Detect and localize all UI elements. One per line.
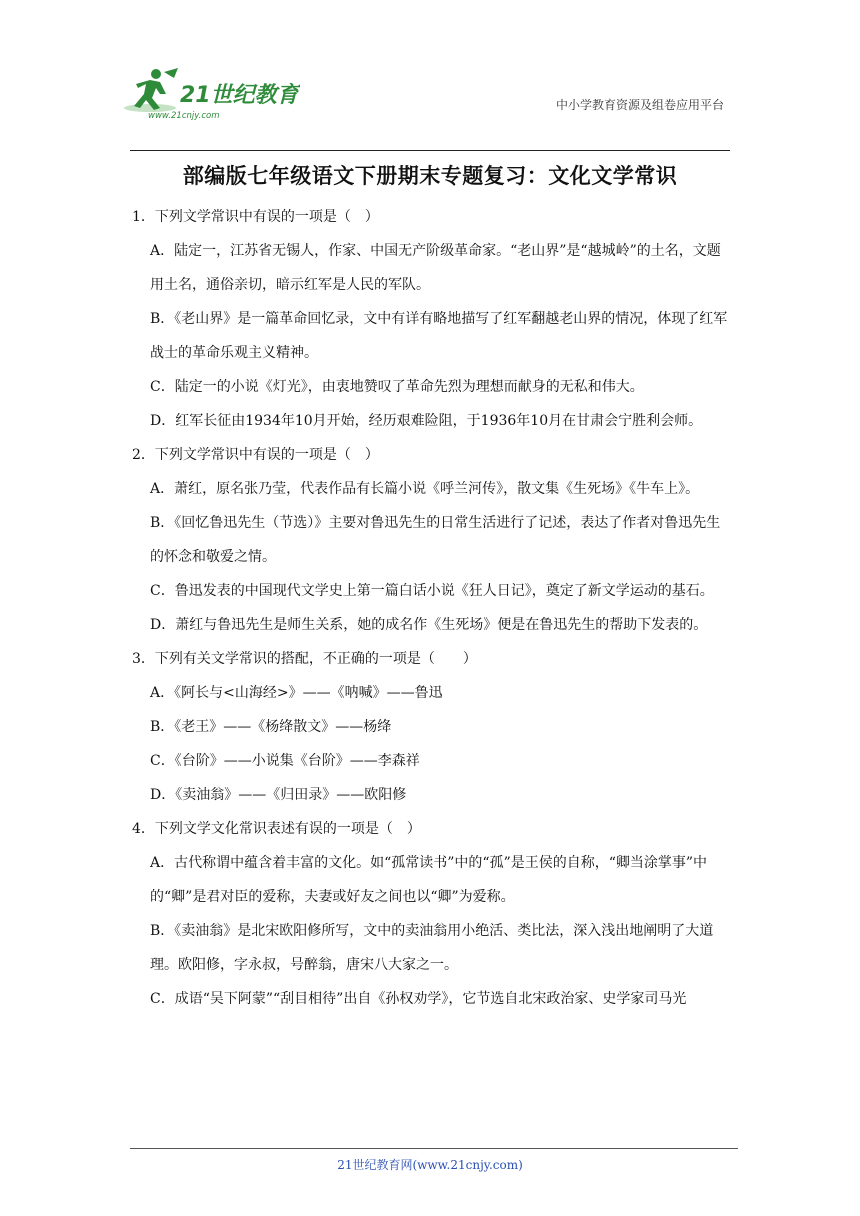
question-stem: 4．下列文学文化常识表述有误的一项是（ ） <box>132 821 421 837</box>
question-4 <box>132 812 732 1016</box>
option-a: A．古代称谓中蕴含着丰富的文化。如“孤常读书”中的“孤”是王侯的自称，“卿当涂掌事”中的“卿”是君对臣的爱称，夫妻或好友之间也以“卿”为爱称。 <box>150 855 708 905</box>
option-b: B．《卖油翁》是北宋欧阳修所写，文中的卖油翁用小绝活、类比法，深入浅出地阐明了大道理。欧阳修，字永叔，号醉翁，唐宋八大家之一。 <box>150 923 714 973</box>
option-b: B．《老王》——《杨绛散文》——杨绛 <box>150 719 392 735</box>
question-3 <box>132 642 732 812</box>
option-d: D．红军长征由1934年10月开始，经历艰难险阻，于1936年10月在甘肃会宁胜利会师。 <box>150 413 703 429</box>
page-header <box>0 0 860 160</box>
question-stem: 1．下列文学常识中有误的一项是（ ） <box>132 209 379 225</box>
option-c: C．成语“吴下阿蒙”“刮目相待”出自《孙权劝学》，它节选自北宋政治家、史学家司马光 <box>150 991 687 1007</box>
question-list <box>132 200 732 1016</box>
page-title: 部编版七年级语文下册期末专题复习：文化文学常识 <box>182 163 678 188</box>
site-logo <box>120 64 300 124</box>
question-2 <box>132 438 732 642</box>
question-stem: 2．下列文学常识中有误的一项是（ ） <box>132 447 379 463</box>
option-c: C．鲁迅发表的中国现代文学史上第一篇白话小说《狂人日记》，奠定了新文学运动的基石。 <box>150 583 714 599</box>
option-a: A．《阿长与<山海经>》——《呐喊》——鲁迅 <box>150 685 443 701</box>
option-c: C．《台阶》——小说集《台阶》——李森祥 <box>150 753 420 769</box>
question-stem: 3．下列有关文学常识的搭配，不正确的一项是（ ） <box>132 651 477 667</box>
option-b: B．《老山界》是一篇革命回忆录，文中有详有略地描写了红军翻越老山界的情况，体现了红军战士的革命乐观主义精神。 <box>150 311 728 361</box>
option-c: C．陆定一的小说《灯光》，由衷地赞叹了革命先烈为理想而献身的无私和伟大。 <box>150 379 644 395</box>
option-a: A．陆定一，江苏省无锡人，作家、中国无产阶级革命家。“老山界”是“越城岭”的土名，文题用土名，通俗亲切，暗示红军是人民的军队。 <box>150 243 721 293</box>
footer-link[interactable]: 21世纪教育网(www.21cnjy.com) <box>337 1158 523 1172</box>
option-b: B．《回忆鲁迅先生（节选）》主要对鲁迅先生的日常生活进行了记述，表达了作者对鲁迅先生的怀念和敬爱之情。 <box>150 515 721 565</box>
option-a: A．萧红，原名张乃莹，代表作品有长篇小说《呼兰河传》，散文集《生死场》《牛车上》。 <box>150 481 700 497</box>
logo-url: www.21cnjy.com <box>148 111 220 121</box>
platform-name: 中小学教育资源及组卷应用平台 <box>555 98 724 112</box>
option-d: D．《卖油翁》——《归田录》——欧阳修 <box>150 787 407 803</box>
option-d: D．萧红与鲁迅先生是师生关系，她的成名作《生死场》便是在鲁迅先生的帮助下发表的。 <box>150 617 708 633</box>
footer-divider <box>130 1148 738 1149</box>
question-1 <box>132 200 732 438</box>
header-divider <box>130 150 730 151</box>
logo-text: 21世纪教育 <box>180 83 299 108</box>
